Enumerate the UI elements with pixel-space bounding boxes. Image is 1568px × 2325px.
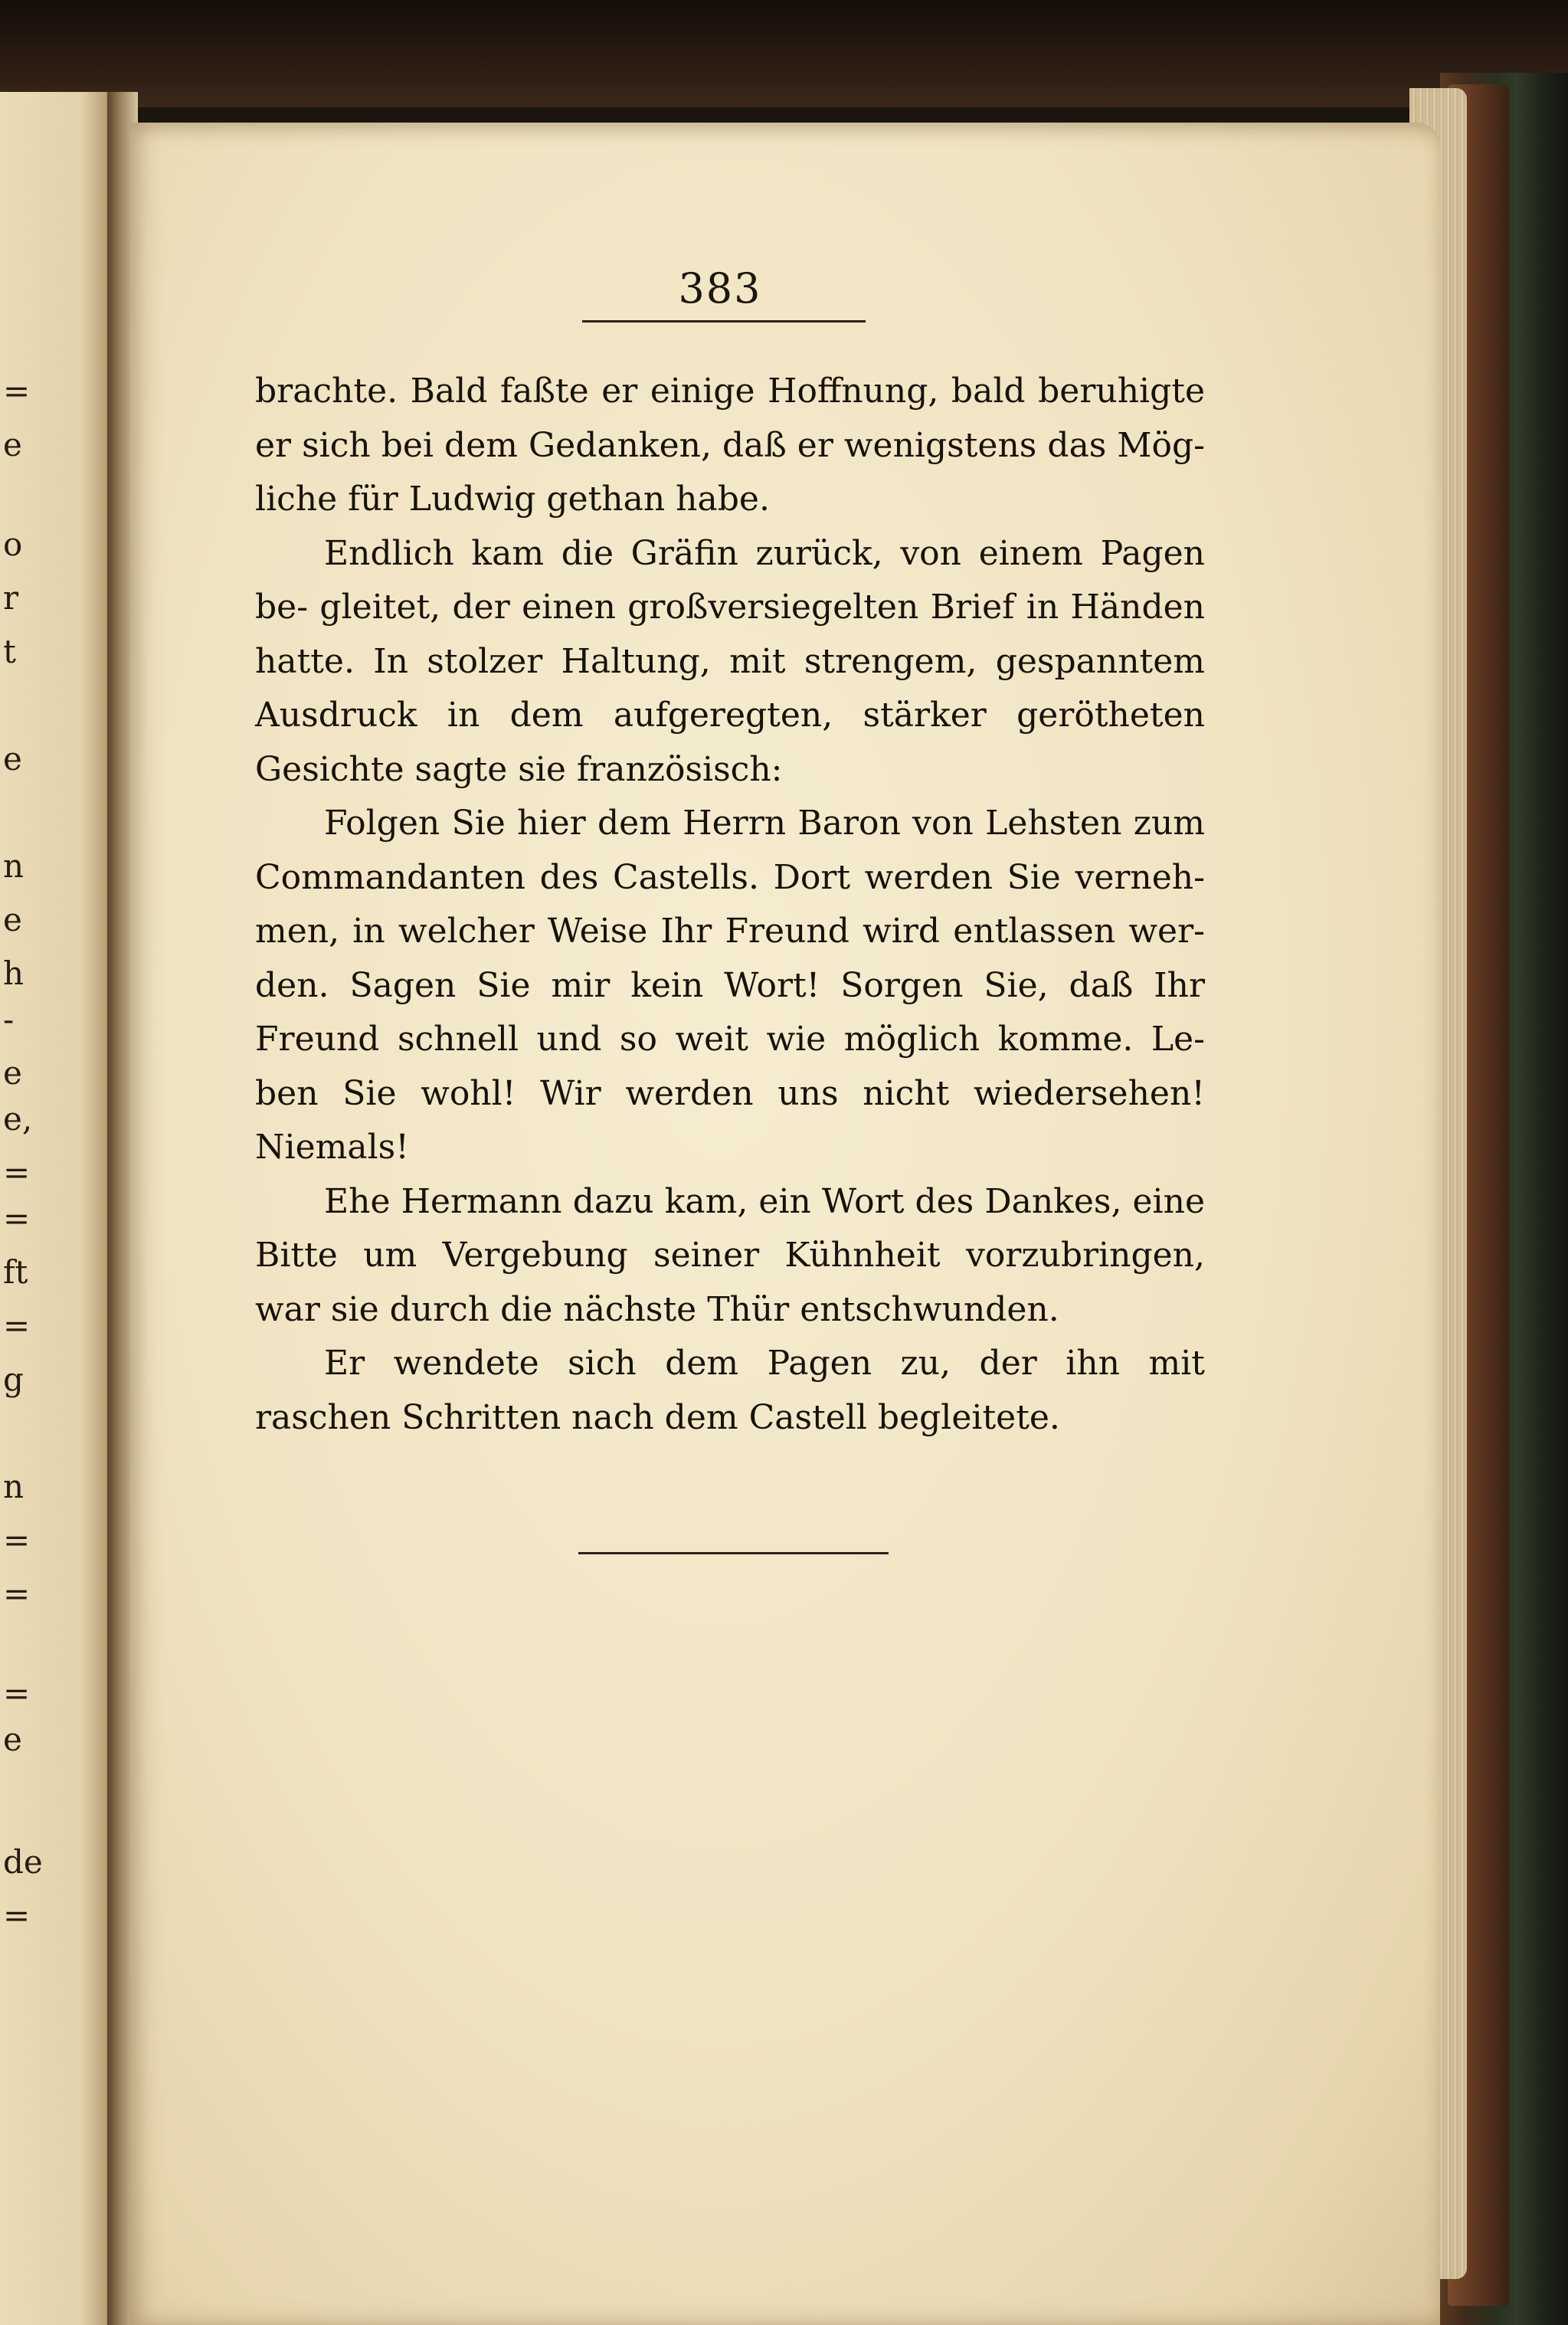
margin-glyph: = bbox=[3, 1897, 31, 1934]
header-rule bbox=[582, 320, 866, 323]
page-number: 383 bbox=[678, 264, 762, 313]
margin-glyph: e bbox=[3, 426, 22, 463]
margin-glyph: = bbox=[3, 1307, 31, 1344]
margin-glyph: = bbox=[3, 1154, 31, 1191]
section-end-rule bbox=[578, 1552, 889, 1554]
margin-glyph: n bbox=[3, 847, 25, 885]
paragraph: Folgen Sie hier dem Herrn Baron von Lehsten zum Commandanten des Castells. Dort werden Sie verneh- men, in welcher Weise Ihr Freund wird entlassen wer- den. Sagen Sie mir kein Wort! Sorgen Sie, daß Ihr Freund schnell und so weit wie möglich komme. Le- ben Sie wohl! Wir werden uns nicht wiedersehen! Niemals! bbox=[255, 804, 1205, 1167]
margin-glyph: = bbox=[3, 1575, 31, 1613]
margin-glyph: e bbox=[3, 740, 22, 778]
margin-glyph: e bbox=[3, 1721, 22, 1758]
margin-glyph: h bbox=[3, 955, 25, 992]
margin-glyph: - bbox=[3, 1000, 15, 1038]
page-body bbox=[255, 365, 1205, 1445]
margin-glyph: = bbox=[3, 1521, 31, 1559]
margin-glyph: = bbox=[3, 1200, 31, 1237]
paragraph: Ehe Hermann dazu kam, ein Wort des Dankes, eine Bitte um Vergebung seiner Kühnheit vorzubringen, war sie durch die nächste Thür entschwunden. bbox=[255, 1181, 1205, 1329]
margin-glyph: e, bbox=[3, 1100, 33, 1138]
margin-glyph: = bbox=[3, 1675, 31, 1712]
margin-glyph: t bbox=[3, 633, 16, 670]
margin-glyph: = bbox=[3, 372, 31, 410]
book-cover-top-edge bbox=[0, 0, 1568, 107]
paragraph: brachte. Bald faßte er einige Hoffnung, bald beruhigte er sich bei dem Gedanken, daß er wenigstens das Mög- liche für Ludwig gethan habe. bbox=[255, 372, 1205, 519]
paragraph: Endlich kam die Gräfin zurück, von einem Pagen be- gleitet, der einen großversiegelten Brief in Händen hatte. In stolzer Haltung, mit strengem, gespanntem Ausdruck in dem aufgeregten, stärker gerötheten Gesichte sagte sie französisch: bbox=[255, 533, 1205, 789]
margin-glyph: e bbox=[3, 1054, 22, 1092]
margin-glyph: g bbox=[3, 1361, 24, 1398]
paragraph: Er wendete sich dem Pagen zu, der ihn mit raschen Schritten nach dem Castell begleitete. bbox=[255, 1344, 1205, 1437]
margin-glyph: de bbox=[3, 1843, 43, 1881]
margin-glyph: n bbox=[3, 1468, 25, 1505]
margin-glyph: o bbox=[3, 526, 23, 563]
margin-glyph: ft bbox=[3, 1253, 28, 1291]
margin-glyph: e bbox=[3, 901, 22, 938]
margin-glyph: r bbox=[3, 579, 19, 617]
